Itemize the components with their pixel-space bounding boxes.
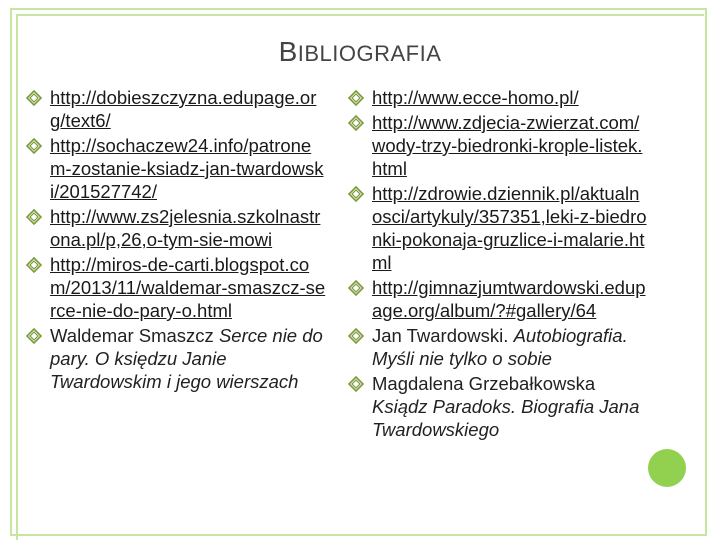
diamond-bullet-icon [348,115,364,131]
decorative-green-circle [648,449,686,487]
right-column [348,86,648,443]
left-column [26,86,326,395]
list-item [348,86,648,109]
list-item [348,182,648,274]
diamond-bullet-icon [26,209,42,225]
left-bibliography-list [26,86,326,393]
title-initial: B [278,36,298,67]
bibliography-link[interactable]: http://sochaczew24.info/patronem-zostanie-ksiadz-jan-twardowski/201527742/ [50,135,324,202]
reference-author: Jan Twardowski. [372,325,514,346]
diamond-bullet-icon [348,328,364,344]
bibliography-link[interactable]: http://gimnazjumtwardowski.edupage.org/album/?#gallery/64 [372,277,646,321]
list-item [26,324,326,393]
diamond-bullet-icon [348,376,364,392]
slide-title [0,36,720,68]
list-item [348,324,648,370]
diamond-bullet-icon [348,90,364,106]
list-item [26,253,326,322]
right-bibliography-list [348,86,648,441]
diamond-bullet-icon [26,90,42,106]
diamond-bullet-icon [348,186,364,202]
bibliography-link[interactable]: http://www.ecce-homo.pl/ [372,87,579,108]
bibliography-link[interactable]: http://zdrowie.dziennik.pl/aktualnosci/artykuly/357351,leki-z-biedronki-pokonaja-gruzlice-i-malarie.html [372,183,647,273]
list-item [26,86,326,132]
diamond-bullet-icon [26,138,42,154]
list-item [26,134,326,203]
list-item [348,276,648,322]
reference-author: Magdalena Grzebałkowska [372,373,596,394]
diamond-bullet-icon [348,280,364,296]
list-item [26,205,326,251]
list-item [348,372,648,441]
reference-book-title: Serce nie do pary. O księdzu Janie Twardowskim i jego wierszach [50,325,323,392]
reference-book-title: Autobiografia. Myśli nie tylko o sobie [372,325,628,369]
bibliography-link[interactable]: http://www.zs2jelesnia.szkolnastrona.pl/p,26,o-tym-sie-mowi [50,206,321,250]
reference-author: Waldemar Smaszcz [50,325,219,346]
bibliography-link[interactable]: http://miros-de-carti.blogspot.com/2013/11/waldemar-smaszcz-serce-nie-do-pary-o.html [50,254,326,321]
bibliography-link[interactable]: http://www.zdjecia-zwierzat.com/wody-trzy-biedronki-krople-listek.html [372,112,643,179]
title-rest: IBLIOGRAFIA [297,41,442,66]
list-item [348,111,648,180]
diamond-bullet-icon [26,328,42,344]
reference-book-title: Ksiądz Paradoks. Biografia Jana Twardowskiego [372,396,640,440]
bibliography-link[interactable]: http://dobieszczyzna.edupage.org/text6/ [50,87,317,131]
diamond-bullet-icon [26,257,42,273]
